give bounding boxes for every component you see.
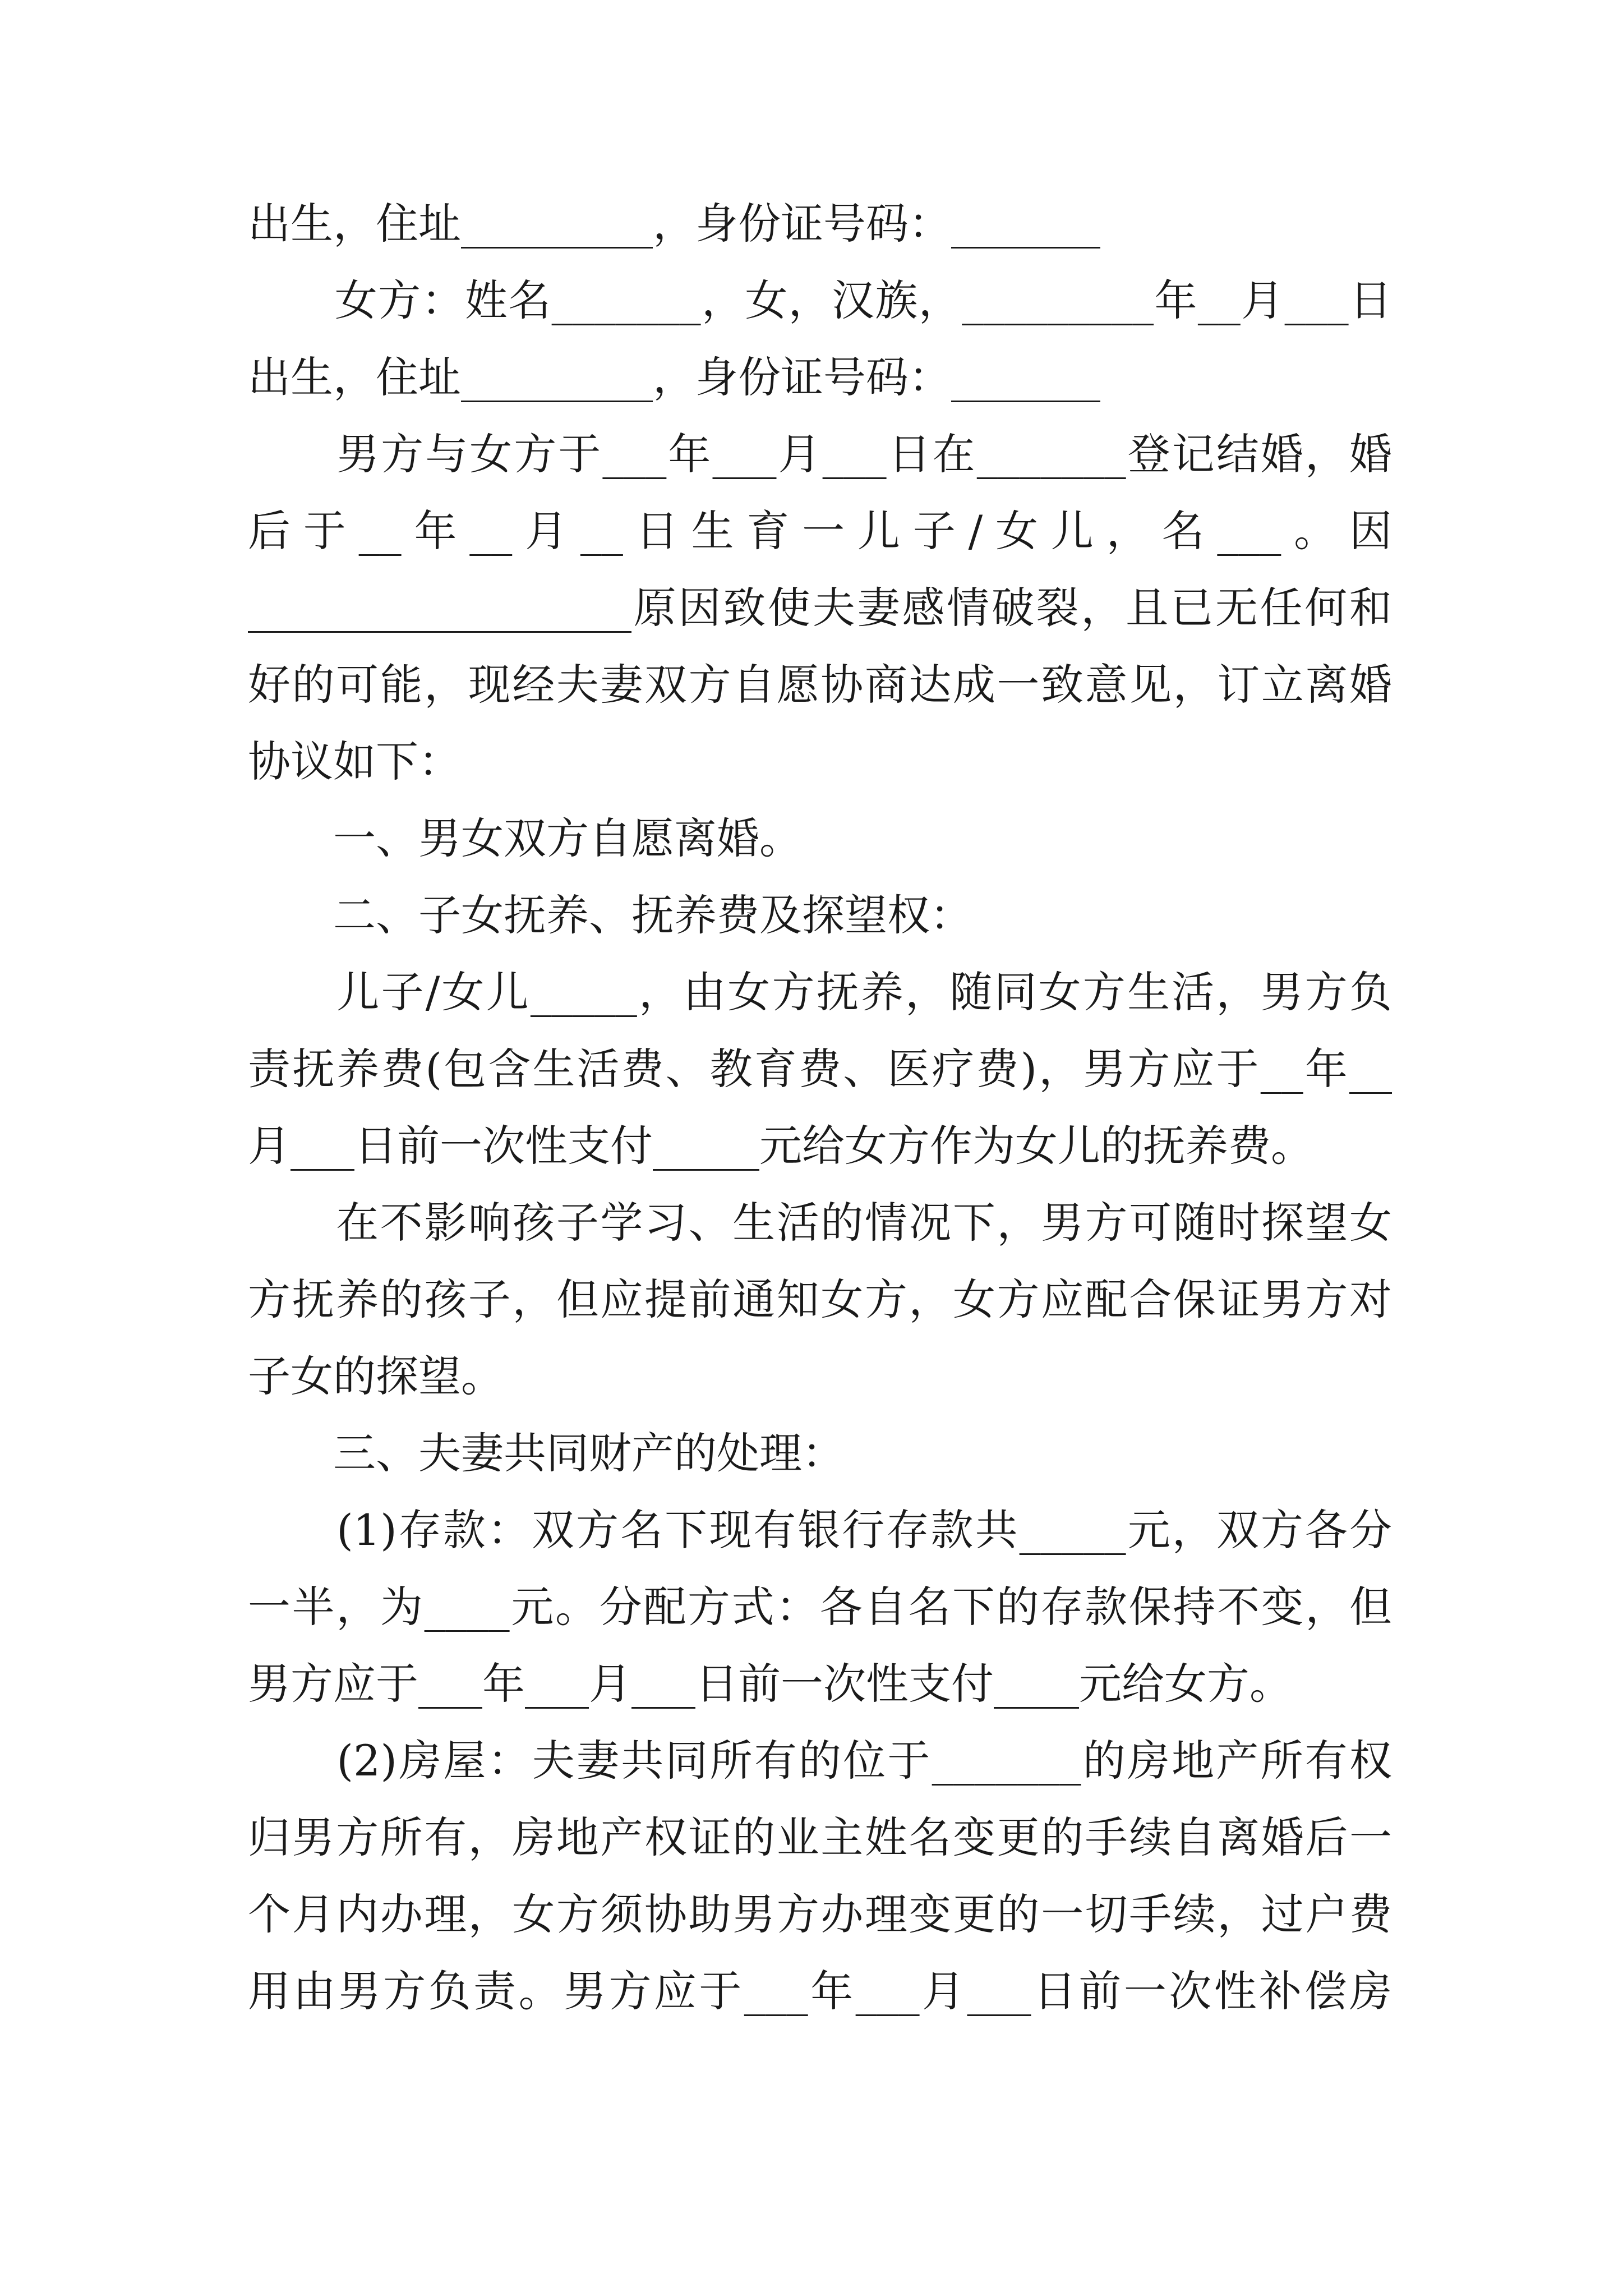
text-line: __________________原因致使夫妻感情破裂，且已无任何和	[248, 583, 1392, 633]
text-line: 后于__年__月__日生育一儿子/女儿，名___。因	[248, 506, 1392, 556]
text-line: 方抚养的孩子，但应提前通知女方，女方应配合保证男方对	[248, 1274, 1392, 1324]
text-line: 个月内办理，女方须协助男方办理变更的一切手续，过户费	[248, 1889, 1392, 1939]
text-line: 一半，为____元。分配方式：各自名下的存款保持不变，但	[248, 1582, 1392, 1632]
text-line: 出生，住址_________，身份证号码：_______	[248, 199, 1100, 249]
text-line: 好的可能，现经夫妻双方自愿协商达成一致意见，订立离婚	[248, 660, 1392, 710]
text-line: 儿子/女儿_____，由女方抚养，随同女方生活，男方负	[248, 967, 1392, 1017]
text-line: 出生，住址_________，身份证号码：_______	[248, 352, 1100, 402]
text-line: 在不影响孩子学习、生活的情况下，男方可随时探望女	[248, 1198, 1392, 1248]
text-line: 月___日前一次性支付_____元给女方作为女儿的抚养费。	[248, 1121, 1313, 1171]
text-line: 归男方所有，房地产权证的业主姓名变更的手续自离婚后一	[248, 1812, 1392, 1862]
text-line: 一、男女双方自愿离婚。	[248, 813, 802, 863]
text-line: (2)房屋：夫妻共同所有的位于_______的房地产所有权	[248, 1736, 1392, 1786]
text-line: 协议如下：	[248, 737, 461, 786]
text-line: 二、子女抚养、抚养费及探望权：	[248, 890, 972, 940]
text-line: 用由男方负责。男方应于___年___月___日前一次性补偿房	[248, 1966, 1392, 2016]
text-line: 子女的探望。	[248, 1351, 504, 1401]
document-body	[248, 185, 1392, 2030]
text-line: (1)存款：双方名下现有银行存款共_____元，双方各分	[248, 1505, 1392, 1555]
text-line: 三、夫妻共同财产的处理：	[248, 1428, 845, 1478]
text-line: 男方与女方于___年___月___日在_______登记结婚，婚	[248, 429, 1392, 479]
text-line: 男方应于___年___月___日前一次性支付____元给女方。	[248, 1659, 1292, 1709]
text-line: 女方：姓名_______，女，汉族，_________年__月___日	[248, 275, 1392, 325]
text-line: 责抚养费(包含生活费、教育费、医疗费)，男方应于__年__	[248, 1044, 1392, 1094]
